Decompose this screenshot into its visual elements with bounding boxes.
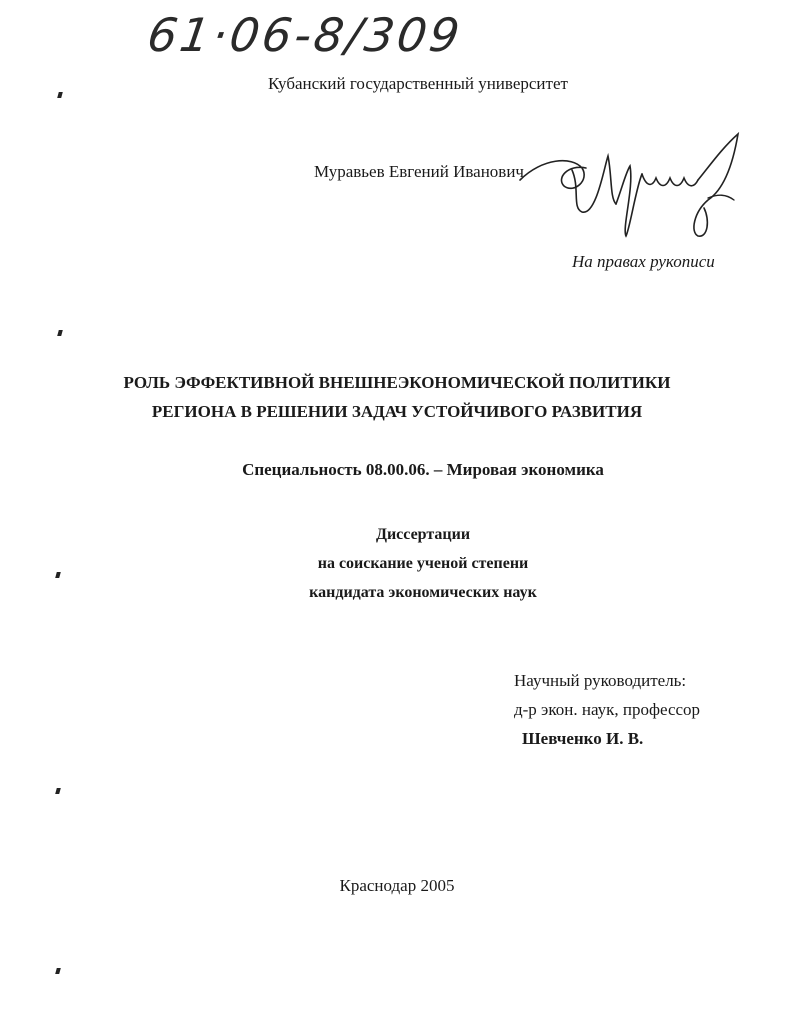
author-signature [512,128,752,240]
handwritten-archive-code: 61·06-8/309 [144,8,466,62]
scan-binding-mark [55,968,61,974]
thesis-line-3: кандидата экономических наук [309,584,537,601]
thesis-line-1: Диссертации [375,526,471,543]
specialty-line: Специальность 08.00.06. – Мировая экономика [242,460,604,479]
title-line-1: РОЛЬ ЭФФЕКТИВНОЙ ВНЕШНЕЭКОНОМИЧЕСКОЙ ПОЛИТИКИ [123,373,671,392]
thesis-line-2: на соискание ученой степени [317,555,529,572]
university-name: Кубанский государственный университет [268,74,568,93]
author-name: Муравьев Евгений Иванович [314,162,524,181]
city-and-year: Краснодар 2005 [339,876,455,895]
dissertation-title [0,368,794,426]
title-line-2: РЕГИОНА В РЕШЕНИИ ЗАДАЧ УСТОЙЧИВОГО РАЗВИТИЯ [151,402,643,421]
supervisor-name: Шевченко И. В. [522,729,644,748]
scan-binding-mark [57,92,63,98]
thesis-description [0,520,794,607]
supervisor-label: Научный руководитель: [514,671,687,690]
manuscript-rights-note: На правах рукописи [572,252,715,271]
supervisor-block [514,666,700,753]
scan-binding-mark [57,330,63,336]
supervisor-degree: д-р экон. наук, профессор [514,700,701,719]
scan-binding-mark [55,788,61,794]
